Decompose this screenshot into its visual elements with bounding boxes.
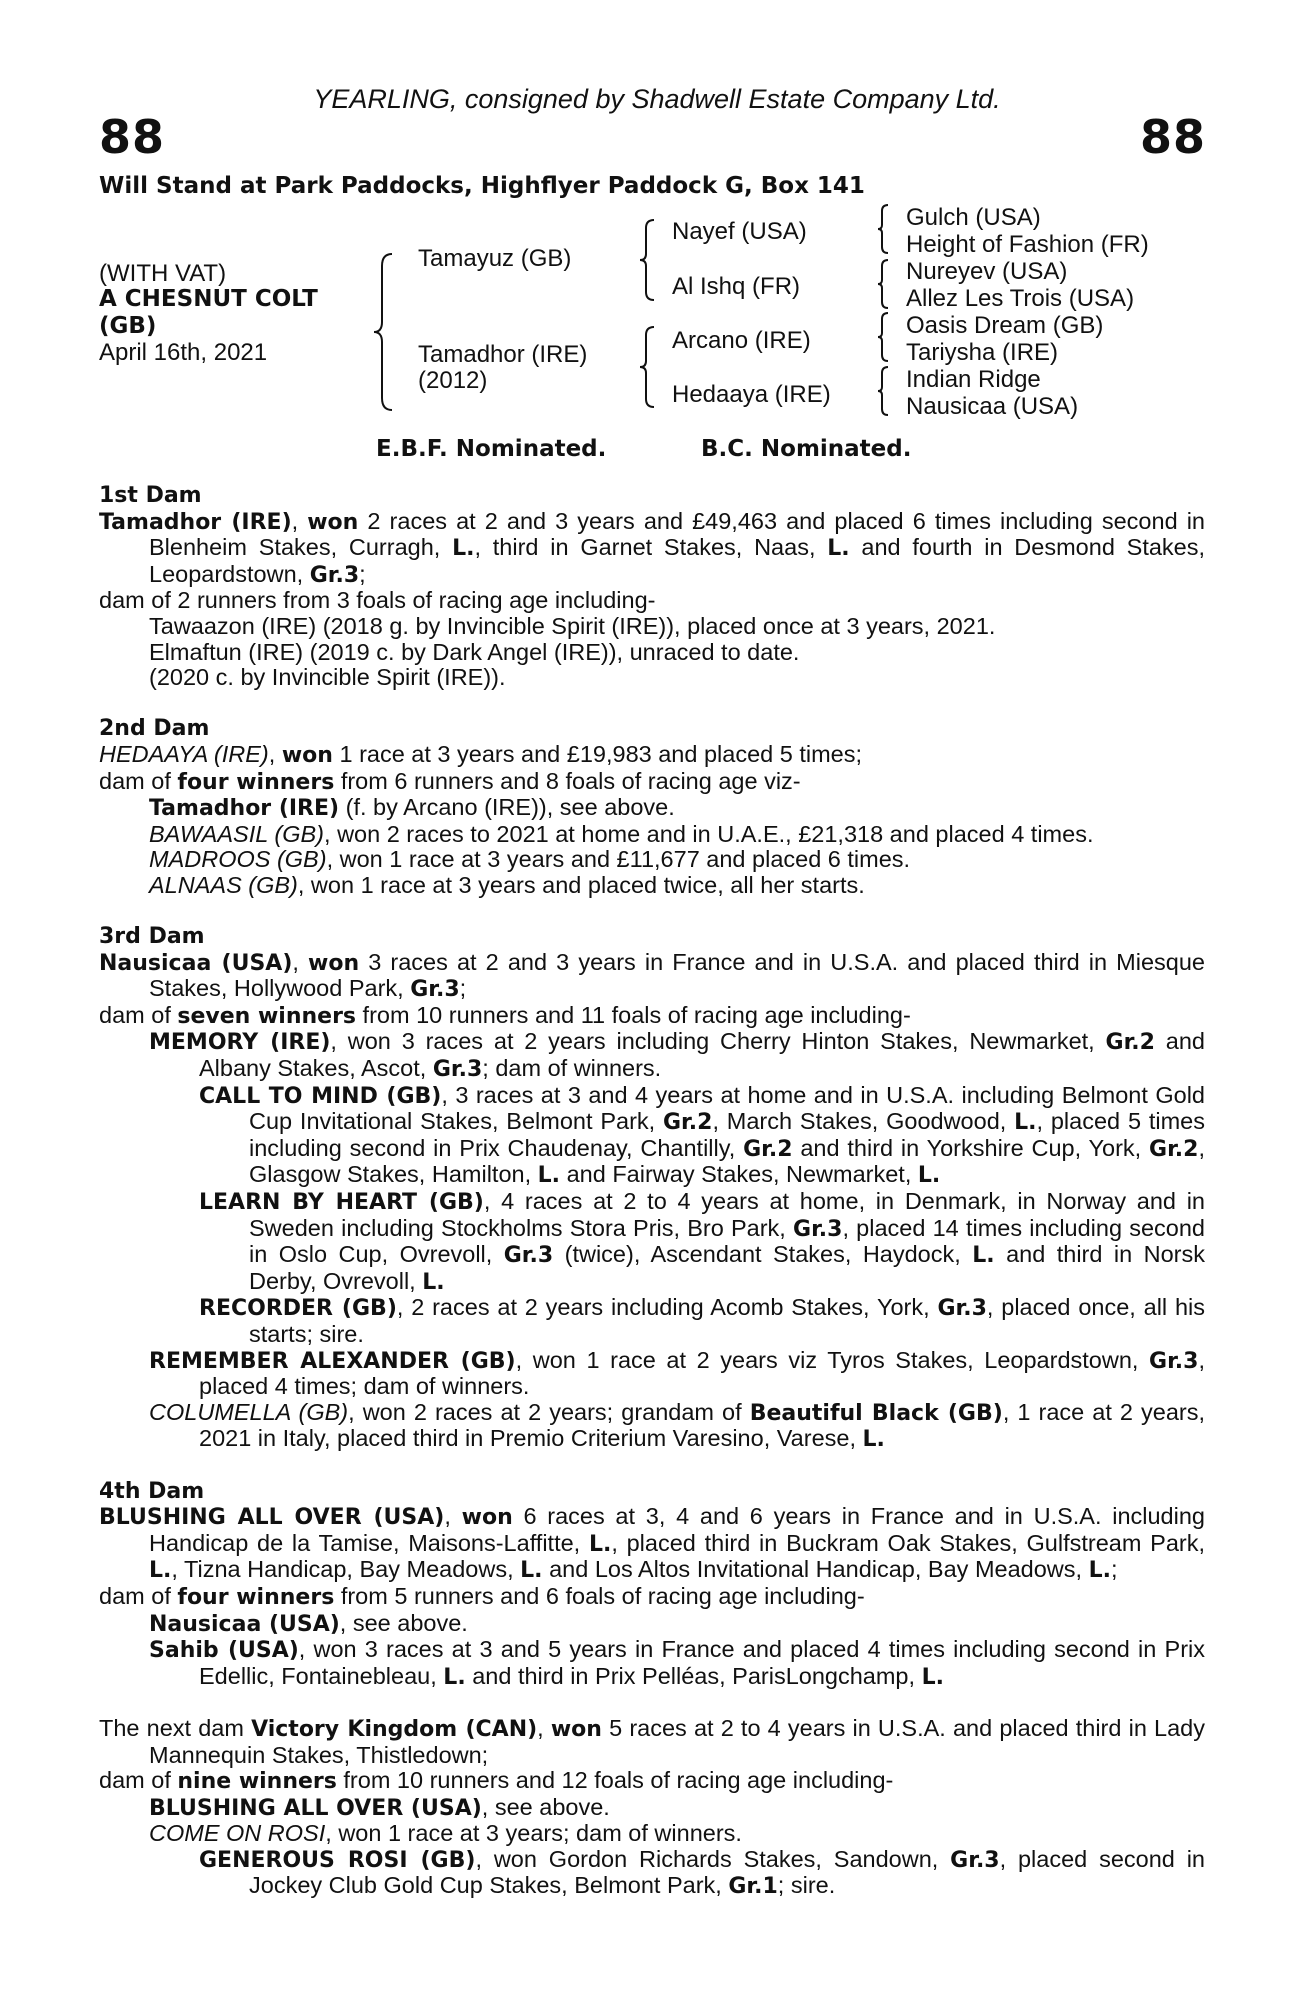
horse-name: A CHESNUT COLT <box>99 286 318 312</box>
memory-foal-recorder: RECORDER (GB), 2 races at 2 years including Acomb Stakes, York, Gr.3, placed once, all his starts; sire. <box>199 1294 1205 1347</box>
second-dam-heading: 2nd Dam <box>99 716 210 742</box>
third-dam-heading: 3rd Dam <box>99 924 205 950</box>
fourth-dam-record: BLUSHING ALL OVER (USA), won 6 races at 3, 4 and 6 years in France and in U.S.A. including Handicap de la Tamise, Maisons-Laffitte, L., placed third in Buckram Oak Stakes, Gulfstream Park, L., Tizna Handicap, Bay Meadows, L. and Los Altos Invitational Handicap, Bay Meadows, L.; <box>99 1503 1206 1584</box>
first-dam-foal-3: (2020 c. by Invincible Spirit (IRE)). <box>149 664 506 691</box>
sire-dam: Al Ishq (FR) <box>672 273 801 300</box>
ancestor-height-of-fashion: Height of Fashion (FR) <box>906 231 1149 258</box>
ancestor-oasis-dream: Oasis Dream (GB) <box>906 312 1104 339</box>
ancestor-allez-les-trois: Allez Les Trois (USA) <box>906 285 1135 312</box>
dam-foaling-year: (2012) <box>418 367 488 394</box>
first-dam-foal-1: Tawaazon (IRE) (2018 g. by Invincible Spirit (IRE)), placed once at 3 years, 2021. <box>149 612 996 639</box>
stabling-location: Will Stand at Park Paddocks, Highflyer Paddock G, Box 141 <box>99 173 865 199</box>
next-dam-foal-come-on-rosi: COME ON ROSI, won 1 race at 3 years; dam of winners. <box>149 1820 742 1847</box>
lot-number-left: 88 <box>99 110 166 164</box>
dam-dam: Hedaaya (IRE) <box>672 381 831 408</box>
memory-foal-learn-by-heart: LEARN BY HEART (GB), 4 races at 2 to 4 years at home, in Denmark, in Norway and in Sweden including Stockholms Stora Pris, Bro Park, Gr.3, placed 14 times including second in Oslo Cup, Ovrevoll, Gr.3 (twice), Ascendant Stakes, Haydock, L. and third in Norsk Derby, Ovrevoll, L. <box>199 1188 1206 1295</box>
come-on-rosi-foal-generous-rosi: GENEROUS ROSI (GB), won Gordon Richards Stakes, Sandown, Gr.3, placed second in Jockey Club Gold Cup Stakes, Belmont Park, Gr.1; sire. <box>199 1845 1205 1900</box>
second-dam-produce-summary: dam of four winners from 6 runners and 8 foals of racing age viz- <box>99 767 801 795</box>
dam-sire: Arcano (IRE) <box>672 327 811 354</box>
fourth-dam-foal-nausicaa: Nausicaa (USA), see above. <box>149 1609 468 1637</box>
ancestor-gulch: Gulch (USA) <box>906 204 1041 231</box>
fourth-dam-heading: 4th Dam <box>99 1478 205 1504</box>
ancestor-tariysha: Tariysha (IRE) <box>906 339 1059 366</box>
second-dam-record: HEDAAYA (IRE), won 1 race at 3 years and £19,983 and placed 5 times; <box>99 740 863 768</box>
second-dam-foal-2: BAWAASIL (GB), won 2 races to 2021 at home and in U.A.E., £21,318 and placed 4 times. <box>149 820 1094 847</box>
sire-name: Tamayuz (GB) <box>418 245 572 272</box>
second-dam-foal-1: Tamadhor (IRE) (f. by Arcano (IRE)), see above. <box>149 794 675 822</box>
ancestor-indian-ridge: Indian Ridge <box>906 366 1041 393</box>
lot-number-right: 88 <box>1139 110 1206 164</box>
dam-line-brace-icon <box>638 325 656 409</box>
first-dam-foal-2: Elmaftun (IRE) (2019 c. by Dark Angel (IRE)), unraced to date. <box>149 638 800 665</box>
vat-note: (WITH VAT) <box>99 260 227 287</box>
third-dam-produce-summary: dam of seven winners from 10 runners and 11 foals of racing age including- <box>99 1001 911 1029</box>
next-dam-produce-summary: dam of nine winners from 10 runners and 12 foals of racing age including- <box>99 1767 894 1795</box>
first-dam-heading: 1st Dam <box>99 483 202 508</box>
first-dam-produce-summary: dam of 2 runners from 3 foals of racing age including- <box>99 587 656 614</box>
g-brace-4-icon <box>876 365 890 417</box>
ebf-nomination: E.B.F. Nominated. <box>376 436 607 462</box>
second-dam-foal-4: ALNAAS (GB), won 1 race at 3 years and placed twice, all her starts. <box>149 871 865 898</box>
first-dam-record: Tamadhor (IRE), won 2 races at 2 and 3 years and £49,463 and placed 6 times including second in Blenheim Stakes, Curragh, L., third in Garnet Stakes, Naas, L. and fourth in Desmond Stakes, Leopardstown, Gr.3; <box>99 507 1206 588</box>
fourth-dam-produce-summary: dam of four winners from 5 runners and 6 foals of racing age including- <box>99 1582 865 1610</box>
sire-line-brace-icon <box>638 218 656 302</box>
g-brace-1-icon <box>876 203 890 255</box>
third-dam-foal-columella: COLUMELLA (GB), won 2 races at 2 years; grandam of Beautiful Black (GB), 1 race at 2 years, 2021 in Italy, placed third in Premio Criterium Varesino, Varese, L. <box>149 1398 1205 1453</box>
g-brace-2-icon <box>876 258 890 310</box>
ancestor-nausicaa: Nausicaa (USA) <box>906 393 1079 420</box>
horse-name-suffix: (GB) <box>99 313 157 339</box>
consignment-line: YEARLING, consigned by Shadwell Estate Company Ltd. <box>313 84 1001 114</box>
next-dam-foal-blushing-all-over: BLUSHING ALL OVER (USA), see above. <box>149 1793 610 1821</box>
produce-record <box>99 483 1205 1900</box>
third-dam-foal-remember-alexander: REMEMBER ALEXANDER (GB), won 1 race at 2 years viz Tyros Stakes, Leopardstown, Gr.3, placed 4 times; dam of winners. <box>149 1346 1205 1400</box>
dam-name: Tamadhor (IRE) <box>418 341 588 368</box>
foaling-date: April 16th, 2021 <box>99 339 268 366</box>
next-dam-record: The next dam Victory Kingdom (CAN), won 5 races at 2 to 4 years in U.S.A. and placed third in Lady Mannequin Stakes, Thistledown; <box>99 1714 1206 1768</box>
memory-foal-call-to-mind: CALL TO MIND (GB), 3 races at 3 and 4 years at home and in U.S.A. including Belmont Gold Cup Invitational Stakes, Belmont Park, Gr.2, March Stakes, Goodwood, L., placed 5 times including second in Prix Chaudenay, Chantilly, Gr.2 and third in Yorkshire Cup, York, Gr.2, Glasgow Stakes, Hamilton, L. and Fairway Stakes, Newmarket, L. <box>199 1081 1205 1189</box>
second-dam-foal-3: MADROOS (GB), won 1 race at 3 years and £11,677 and placed 6 times. <box>149 846 911 873</box>
g-brace-3-icon <box>876 311 890 363</box>
bc-nomination: B.C. Nominated. <box>701 436 912 462</box>
third-dam-record: Nausicaa (USA), won 3 races at 2 and 3 years in France and in U.S.A. and placed third in Miesque Stakes, Hollywood Park, Gr.3; <box>99 948 1205 1003</box>
ancestor-nureyev: Nureyev (USA) <box>906 258 1068 285</box>
third-dam-foal-memory: MEMORY (IRE), won 3 races at 2 years including Cherry Hinton Stakes, Newmarket, Gr.2 and Albany Stakes, Ascot, Gr.3; dam of winners. <box>149 1028 1206 1083</box>
sire-sire: Nayef (USA) <box>672 218 807 245</box>
sire-dam-brace-icon <box>372 252 396 412</box>
fourth-dam-foal-sahib: Sahib (USA), won 3 races at 3 and 5 years in France and placed 4 times including second in Prix Edellic, Fontainebleau, L. and third in Prix Pelléas, ParisLongchamp, L. <box>149 1636 1205 1690</box>
